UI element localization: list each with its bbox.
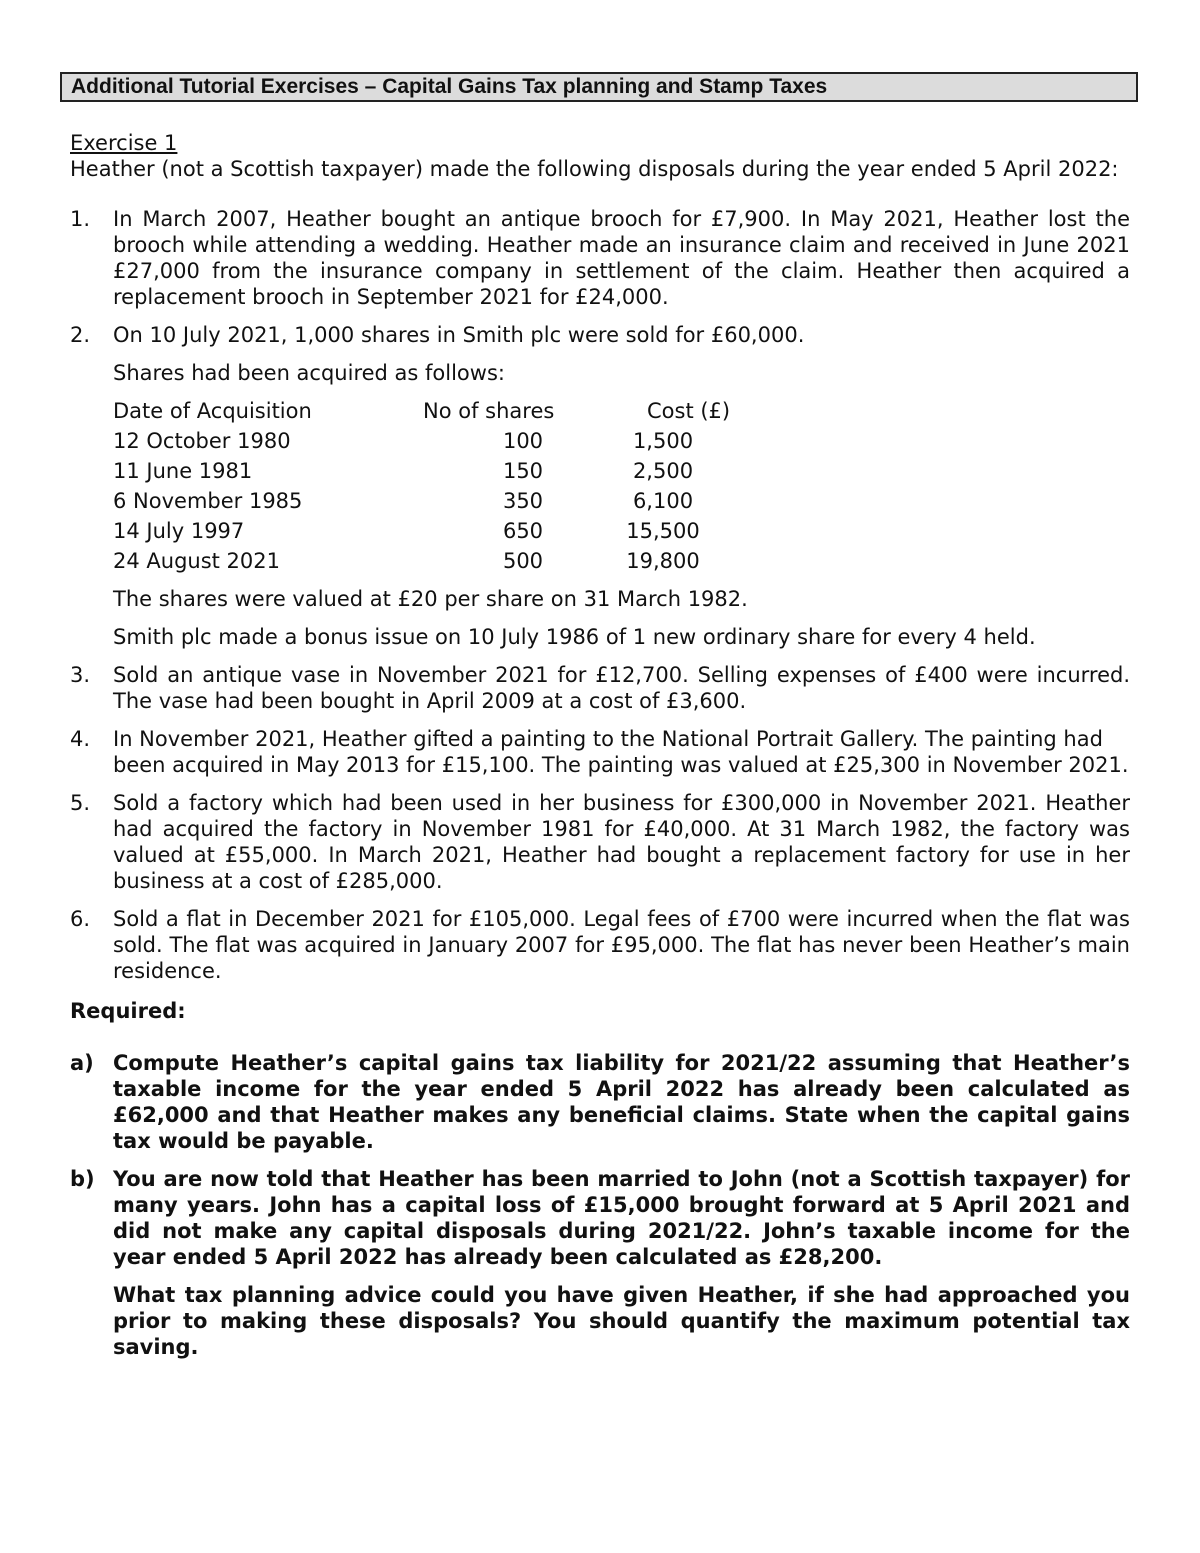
item-note: The shares were valued at £20 per share on 31 March 1982. [113, 587, 748, 611]
part-text: Compute Heather’s capital gains tax liability for 2021/22 assuming that Heather’s taxable income for the year ended 5 April 2022 has already been calculated as £62,000 and that Heather makes any beneficial claims. State when the capital gains tax would be payable. [113, 1051, 1130, 1153]
part-text: What tax planning advice could you have given Heather, if she had approached you prior to making these disposals? You should quantify the maximum potential tax saving. [113, 1283, 1130, 1359]
page-title: Additional Tutorial Exercises – Capital Gains Tax planning and Stamp Taxes [60, 72, 1138, 102]
item-number: 4. [70, 727, 91, 751]
table-header: No of shares [423, 399, 555, 423]
table-cell: 6 November 1985 [113, 489, 303, 513]
part-label: b) [70, 1167, 95, 1191]
item-text: Sold an antique vase in November 2021 for £12,700. Selling expenses of £400 were incurred. The vase had been bought in April 2009 at a cost of £3,600. [113, 663, 1130, 713]
table-row [113, 486, 1130, 516]
table-cell: 350 [502, 489, 544, 513]
exercise-heading: Exercise 1 [70, 131, 178, 155]
list-item [70, 790, 1130, 894]
exercise-section [70, 130, 1130, 1372]
list-item [70, 726, 1130, 778]
required-part [70, 1050, 1130, 1154]
table-row [113, 516, 1130, 546]
item-number: 1. [70, 207, 91, 231]
exercise-intro: Heather (not a Scottish taxpayer) made the following disposals during the year ended 5 April 2022: [70, 157, 1119, 181]
item-subtext: Shares had been acquired as follows: [113, 361, 505, 385]
table-cell: 19,800 [626, 549, 700, 573]
shares-table [113, 396, 1130, 576]
table-row [113, 426, 1130, 456]
table-cell: 500 [502, 549, 544, 573]
table-row [113, 456, 1130, 486]
part-label: a) [70, 1051, 94, 1075]
list-item [70, 906, 1130, 984]
table-header: Cost (£) [647, 399, 731, 423]
item-note: Smith plc made a bonus issue on 10 July 1986 of 1 new ordinary share for every 4 held. [113, 625, 1036, 649]
table-cell: 15,500 [626, 519, 700, 543]
table-cell: 11 June 1981 [113, 459, 253, 483]
table-cell: 1,500 [632, 429, 694, 453]
item-number: 2. [70, 323, 91, 347]
table-cell: 100 [502, 429, 544, 453]
table-header: Date of Acquisition [113, 399, 312, 423]
item-number: 6. [70, 907, 91, 931]
list-item [70, 322, 1130, 650]
list-item [70, 662, 1130, 714]
required-label: Required: [70, 999, 186, 1023]
required-part [70, 1166, 1130, 1360]
item-number: 3. [70, 663, 91, 687]
part-text: You are now told that Heather has been married to John (not a Scottish taxpayer) for many years. John has a capital loss of £15,000 brought forward at 5 April 2021 and did not make any capital disposals during 2021/22. John’s taxable income for the year ended 5 April 2022 has already been calculated as £28,200. [113, 1167, 1130, 1269]
table-cell: 12 October 1980 [113, 429, 291, 453]
list-item [70, 206, 1130, 310]
table-cell: 2,500 [632, 459, 694, 483]
item-text: Sold a flat in December 2021 for £105,000. Legal fees of £700 were incurred when the flat was sold. The flat was acquired in January 2007 for £95,000. The flat has never been Heather’s main residence. [113, 907, 1130, 983]
table-cell: 650 [502, 519, 544, 543]
table-cell: 6,100 [632, 489, 694, 513]
table-header-row [113, 396, 1130, 426]
table-cell: 14 July 1997 [113, 519, 245, 543]
item-text: Sold a factory which had been used in her business for £300,000 in November 2021. Heather had acquired the factory in November 1981 for £40,000. At 31 March 1982, the factory was valued at £55,000. In March 2021, Heather had bought a replacement factory for use in her business at a cost of £285,000. [113, 791, 1130, 893]
item-text: In November 2021, Heather gifted a painting to the National Portrait Gallery. The painting had been acquired in May 2013 for £15,100. The painting was valued at £25,300 in November 2021. [113, 727, 1129, 777]
table-cell: 150 [502, 459, 544, 483]
item-text: On 10 July 2021, 1,000 shares in Smith plc were sold for £60,000. [113, 323, 805, 347]
table-cell: 24 August 2021 [113, 549, 281, 573]
item-text: In March 2007, Heather bought an antique brooch for £7,900. In May 2021, Heather lost the brooch while attending a wedding. Heather made an insurance claim and received in June 2021 £27,000 from the insurance company in settlement of the claim. Heather then acquired a replacement brooch in September 2021 for £24,000. [113, 207, 1130, 309]
table-row [113, 546, 1130, 576]
item-number: 5. [70, 791, 91, 815]
